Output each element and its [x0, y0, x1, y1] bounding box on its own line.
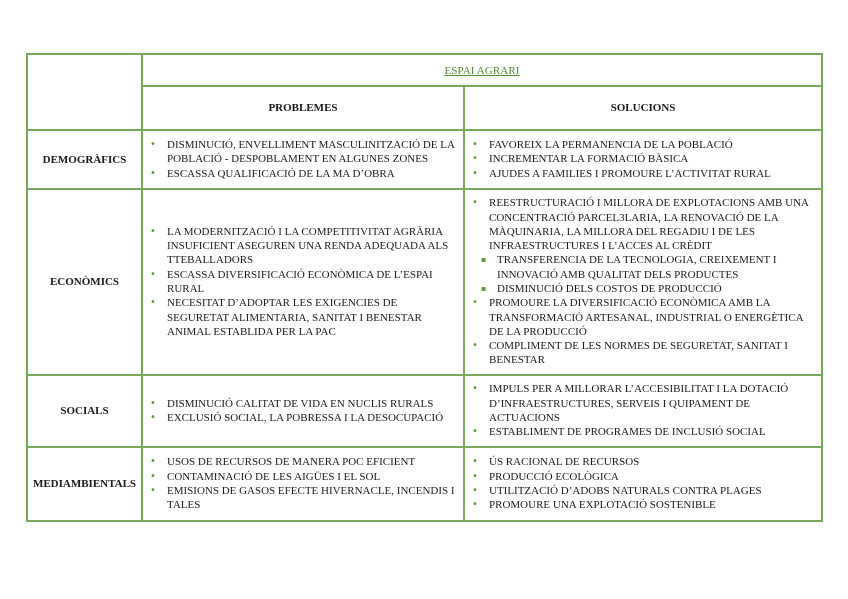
list-item: • INCREMENTAR LA FORMACIÓ BÀSICA: [471, 152, 817, 166]
list-item: • PROMOURE LA DIVERSIFICACIÓ ECONÒMICA AMB LA TRANSFORMACIÓ ARTESANAL, INDUSTRIAL O ENERGÈTICA DE LA PRODUCCIÓ: [471, 296, 817, 339]
solutions-cell: [464, 447, 822, 521]
problems-list: [143, 452, 463, 515]
list-item: • EMISIONS DE GASOS EFECTE HIVERNACLE, INCENDIS I TALES: [149, 484, 459, 513]
agrarian-space-table: [26, 53, 823, 522]
list-item: • ESTABLIMENT DE PROGRAMES DE INCLUSIÓ SOCIAL: [471, 425, 817, 439]
problems-cell: [142, 375, 464, 447]
list-item: • IMPULS PER A MILLORAR L’ACCESIBILITAT I LA DOTACIÓ D’INFRAESTRUCTURES, SERVEIS I QUIPAMENT DE ACTUACIONS: [471, 382, 817, 425]
table-title-cell: [142, 54, 822, 86]
list-item: ▪ DISMINUCIÓ DELS COSTOS DE PRODUCCIÓ: [471, 282, 817, 296]
solutions-cell: [464, 375, 822, 447]
problems-list: [143, 135, 463, 184]
table-row-mediambientals: [27, 447, 822, 521]
problems-list: [143, 222, 463, 342]
list-item: • ESCASSA DIVERSIFICACIÓ ECONÒMICA DE L’ESPAI RURAL: [149, 268, 459, 297]
list-item: • COMPLIMENT DE LES NORMES DE SEGURETAT, SANITAT I BENESTAR: [471, 339, 817, 368]
table-row-socials: [27, 375, 822, 447]
list-item: • PROMOURE UNA EXPLOTACIÓ SOSTENIBLE: [471, 498, 817, 512]
column-header-problems: PROBLEMES: [142, 86, 464, 130]
row-header-economics: ECONÒMICS: [27, 189, 142, 375]
column-header-solutions: SOLUCIONS: [464, 86, 822, 130]
row-header-mediambientals: MEDIAMBIENTALS: [27, 447, 142, 521]
problems-list: [143, 394, 463, 429]
solutions-cell: [464, 189, 822, 375]
list-item: • DISMINUCIÓ, ENVELLIMENT MASCULINITZACIÓ DE LA POBLACIÓ - DESPOBLAMENT EN ALGUNES ZONES: [149, 138, 459, 167]
list-item: • USOS DE RECURSOS DE MANERA POC EFICIENT: [149, 455, 459, 469]
list-item: • CONTAMINACIÓ DE LES AIGÜES I EL SOL: [149, 470, 459, 484]
list-item: • FAVOREIX LA PERMANENCIA DE LA POBLACIÓ: [471, 138, 817, 152]
row-header-socials: SOCIALS: [27, 375, 142, 447]
table-row-demografics: [27, 130, 822, 189]
table-title: ESPAI AGRARI: [444, 65, 520, 77]
table-row-economics: [27, 189, 822, 375]
solutions-list: [465, 193, 821, 371]
problems-cell: [142, 130, 464, 189]
solutions-list: [465, 379, 821, 442]
list-item: • DISMINUCIÓ CALITAT DE VIDA EN NUCLIS RURALS: [149, 397, 459, 411]
problems-cell: [142, 447, 464, 521]
solutions-list: [465, 135, 821, 184]
list-item: • LA MODERNITZACIÓ I LA COMPETITIVITAT AGRÀRIA INSUFICIENT ASEGUREN UNA RENDA ADEQUADA ALS TTEBALLADORS: [149, 225, 459, 268]
solutions-cell: [464, 130, 822, 189]
list-item: • NECESITAT D’ADOPTAR LES EXIGENCIES DE SEGURETAT ALIMENTARIA, SANITAT I BENESTAR ANIMAL ESTABLIDA PER LA PAC: [149, 296, 459, 339]
solutions-list: [465, 452, 821, 515]
list-item: ▪ TRANSFERENCIA DE LA TECNOLOGIA, CREIXEMENT I INNOVACIÓ AMB QUALITAT DELS PRODUCTES: [471, 253, 817, 282]
corner-cell: [27, 54, 142, 130]
list-item: • ÚS RACIONAL DE RECURSOS: [471, 455, 817, 469]
list-item: • PRODUCCIÓ ECOLÒGICA: [471, 470, 817, 484]
list-item: • REESTRUCTURACIÓ I MILLORA DE EXPLOTACIONS AMB UNA CONCENTRACIÓ PARCEL3LARIA, LA RENOVACIÓ DE LA MÀQUINARIA, LA MILLORA DEL REGADIU I DE LES INFRAESTRUCTURES I L’ACCES AL CRÈDIT: [471, 196, 817, 253]
row-header-demografics: DEMOGRÀFICS: [27, 130, 142, 189]
list-item: • UTILITZACIÓ D’ADOBS NATURALS CONTRA PLAGES: [471, 484, 817, 498]
problems-cell: [142, 189, 464, 375]
list-item: • ESCASSA QUALIFICACIÓ DE LA MA D’OBRA: [149, 167, 459, 181]
list-item: • EXCLUSIÓ SOCIAL, LA POBRESSA I LA DESOCUPACIÓ: [149, 411, 459, 425]
list-item: • AJUDES A FAMILIES I PROMOURE L’ACTIVITAT RURAL: [471, 167, 817, 181]
